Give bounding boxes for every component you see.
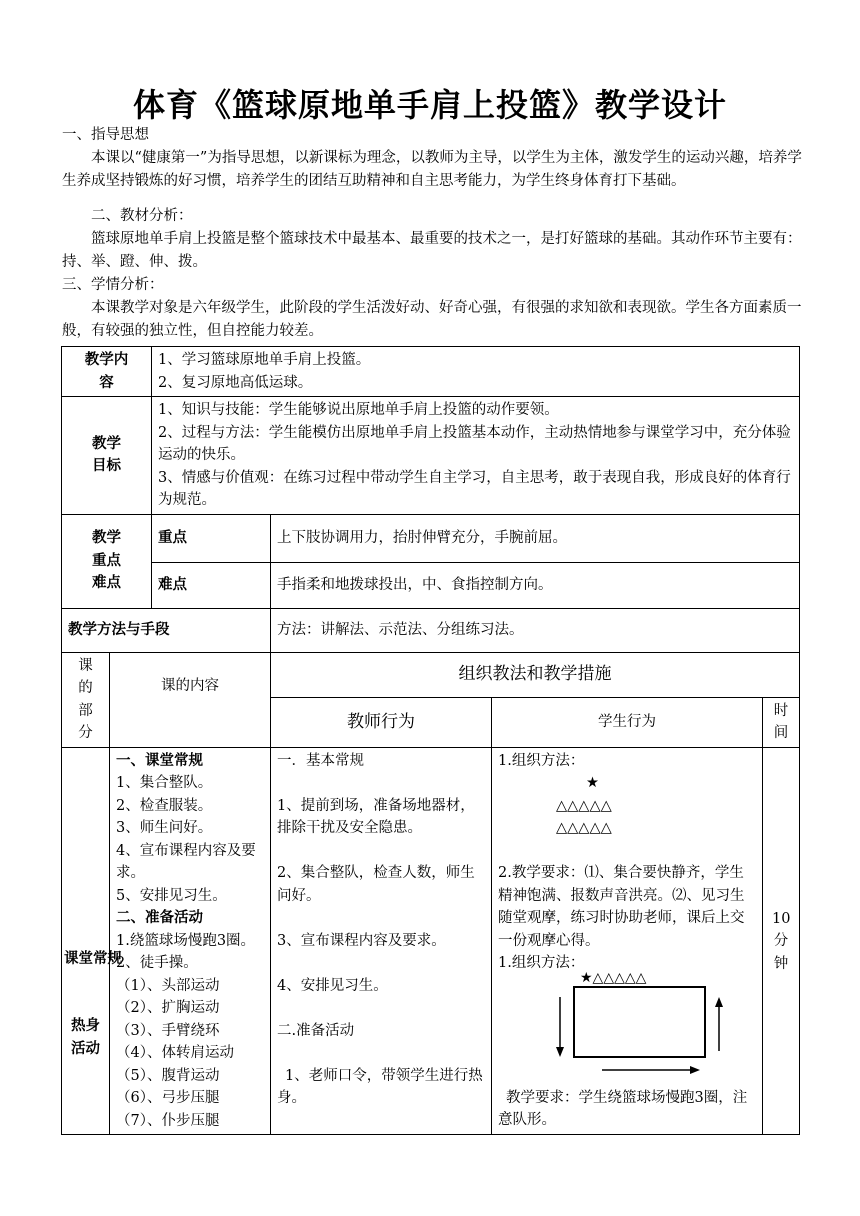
content-step: （5）、腹背运动 [116,1067,220,1084]
section-heading-learner: 三、学情分析： [62,277,164,293]
goal-item: 2、过程与方法：学生能模仿出原地单手肩上投篮基本动作，主动热情地参与课堂学习中，充分体验运动的快乐。 [158,424,791,463]
header-part: 课的部分 [62,652,110,747]
lesson-content-cell [110,747,271,1135]
teacher-step: 3、宣布课程内容及要求。 [277,932,446,949]
content-item: 2、复习原地高低运球。 [158,374,313,391]
header-student: 学生行为 [492,697,763,747]
teacher-step: 1、老师口令，带领学生进行热身。 [277,1067,483,1106]
difficulty-text: 手指柔和地拨球投出，中、食指控制方向。 [271,562,800,608]
difficulty-sublabel: 难点 [152,562,271,608]
part-cell [62,747,122,1135]
formation-row: △△△△△ [556,820,612,836]
key-diff-label: 教学重点难点 [62,514,152,608]
teacher-step: 1、提前到场，准备场地器材，排除干扰及安全隐患。 [277,797,475,836]
content-step: 2、徒手操。 [116,955,198,971]
key-sublabel: 重点 [152,514,271,562]
content-step: （6）、弓步压腿 [116,1090,220,1106]
goal-label: 教学目标 [62,397,152,515]
content-step: （4）、体转肩运动 [116,1045,234,1061]
method-text: 方法：讲解法、示范法、分组练习法。 [271,608,800,652]
document-title: 体育《篮球原地单手肩上投篮》教学设计 [132,86,727,124]
goal-cell [152,397,800,515]
section-heading-guiding: 一、指导思想 [62,127,149,143]
paragraph-guiding: 本课以“健康第一”为指导思想，以新课标为理念，以教师为主导，以学生为主体，激发学生的运动兴趣，培养学生养成坚持锻炼的好习惯，培养学生的团结互助精神和自主思考能力，为学生终身体育打下基础。 [62,150,802,189]
part-label-routine: 课堂常规 [64,949,122,967]
teacher-star-icon: ★ [586,775,599,791]
content-step: 4、宣布课程内容及要求。 [116,842,256,881]
header-teacher: 教师行为 [271,697,492,747]
key-point-text: 上下肢协调用力，抬肘伸臂充分，手腕前屈。 [271,514,800,562]
teacher-step: 二.准备活动 [277,1022,355,1039]
goal-item: 3、情感与价值观：在练习过程中带动学生自主学习，自主思考，敢于表现自我，形成良好的体育行为规范。 [158,469,791,508]
header-content: 课的内容 [110,652,271,747]
content-step: 1.绕篮球场慢跑3圈。 [116,932,256,949]
content-step: 3、师生问好。 [116,820,213,836]
student-step: 1.组织方法： [498,955,585,971]
formation-row: △△△△△ [556,797,612,814]
content-step: 1、集合整队。 [116,775,213,791]
student-step: 教学要求：学生绕篮球场慢跑3圈，注意队形。 [498,1089,748,1128]
header-time: 时间 [763,697,800,747]
student-step: 2.教学要求：⑴、集合要快静齐，学生精神饱满、报数声音洪亮。⑵、见习生随堂观摩，练习时协助老师，课后上交一份观摩心得。 [498,865,745,949]
content-step: 5、安排见习生。 [116,887,227,904]
lesson-plan-table [61,346,800,1135]
part-label-warmup: 热身活动 [71,1017,100,1057]
section-heading-material: 二、教材分析： [91,208,193,224]
teacher-step: 4、安排见习生。 [277,977,388,994]
student-cell [492,747,763,1135]
goal-item: 1、知识与技能：学生能够说出原地单手肩上投篮的动作要领。 [158,402,559,418]
arrow-right-bottom-head [690,1066,700,1074]
court-rect [574,987,705,1057]
track-formation-row: ★△△△△△ [580,969,647,986]
method-label: 教学方法与手段 [62,608,271,652]
student-step: 1.组织方法： [498,752,585,769]
arrow-down-left-head [556,1047,564,1057]
time-cell [763,747,800,1135]
content-item: 1、学习篮球原地单手肩上投篮。 [158,352,371,368]
running-track-svg [498,975,756,1087]
content-heading: 一、课堂常规 [116,751,203,769]
content-step: （3）、手臂绕环 [116,1022,220,1039]
content-heading: 二、准备活动 [116,909,203,926]
content-step: 2、检查服装。 [116,797,213,814]
content-label: 教学内容 [62,347,152,397]
content-step: （2）、扩胸运动 [116,1000,220,1016]
teacher-step: 2、集合整队，检查人数，师生问好。 [277,865,475,904]
header-org: 组织教法和教学措施 [271,652,800,697]
content-step: （1）、头部运动 [116,977,220,994]
time-value: 10分钟 [772,910,791,972]
intro-section [62,124,802,343]
content-cell [152,347,800,397]
content-step: （7）、仆步压腿 [116,1112,220,1129]
teacher-cell [271,747,492,1135]
track-diagram [498,969,756,1087]
paragraph-material: 篮球原地单手肩上投篮是整个篮球技术中最基本、最重要的技术之一，是打好篮球的基础。其动作环节主要有：持、举、蹬、伸、拨。 [62,231,802,270]
arrow-up-right-head [715,997,723,1007]
paragraph-learner: 本课教学对象是六年级学生，此阶段的学生活泼好动、好奇心强，有很强的求知欲和表现欲。学生各方面素质一般，有较强的独立性，但自控能力较差。 [62,300,802,339]
teacher-step: 一．基本常规 [277,752,364,769]
